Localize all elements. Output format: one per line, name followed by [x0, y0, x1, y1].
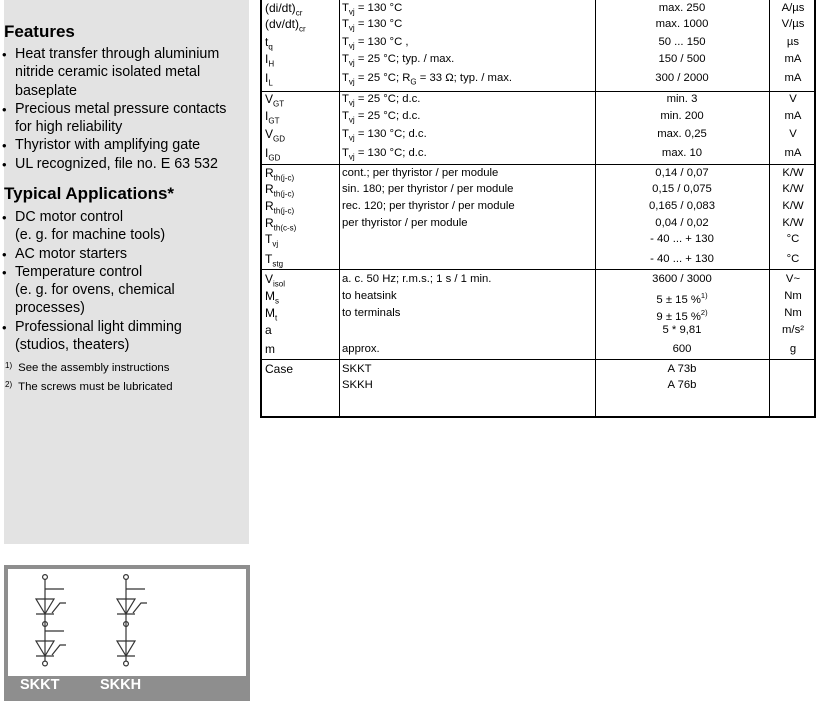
- table-cell-condition: to heatsink: [342, 290, 397, 302]
- table-cell-unit: V: [789, 93, 797, 105]
- table-cell-symbol: a: [265, 323, 272, 337]
- table-cell-condition: to terminals: [342, 307, 401, 319]
- feature-item: • UL recognized, file no. E 63 532: [0, 155, 226, 173]
- table-cell-symbol: $I_{GD}$: [265, 146, 281, 163]
- table-cell-symbol: $V_{isol}$: [265, 272, 286, 289]
- features-list: [0, 45, 226, 173]
- table-cell-condition: per thyristor / per module: [342, 217, 468, 229]
- table-cell-unit: mA: [784, 72, 802, 84]
- table-cell-value: 0,04 / 0,02: [655, 217, 709, 229]
- feature-item: • Heat transfer through aluminium nitride ceramic isolated metal baseplate: [0, 45, 226, 100]
- table-cell-symbol: $R_{th(c-s)}$: [265, 216, 297, 233]
- table-cell-condition: $T_{vj} = 25$ °C; $R_G = 33$ Ω; typ. / max.: [342, 72, 513, 87]
- table-cell-unit: °C: [786, 253, 800, 265]
- table-cell-value: 9 ± 15 %$^{2)}$: [656, 308, 708, 323]
- table-cell-symbol: $(di/dt)_{cr}$: [265, 1, 303, 18]
- table-cell-value: min. 200: [660, 110, 704, 122]
- table-cell-value: 0,14 / 0,07: [655, 167, 709, 179]
- table-cell-symbol: $(dv/dt)_{cr}$: [265, 17, 306, 34]
- table-cell-value: 0,15 / 0,075: [652, 183, 712, 195]
- footnote-1: $^{1)}$ See the assembly instructions: [5, 361, 170, 374]
- table-cell-condition: $T_{vj} = 130$ °C: [342, 2, 403, 17]
- table-cell-symbol: $I_H$: [265, 52, 275, 69]
- table-cell-value: A 76b: [667, 379, 697, 391]
- table-cell-condition: $T_{vj} = 25$ °C; typ. / max.: [342, 53, 455, 68]
- table-cell-condition: $T_{vj} = 25$ °C; d.c.: [342, 110, 421, 125]
- schematic-label-skkh: SKKH: [100, 677, 142, 693]
- table-cell-value: 5 ± 15 %$^{1)}$: [656, 291, 708, 306]
- table-cell-value: 50 ... 150: [658, 36, 706, 48]
- table-cell-condition: SKKT: [342, 363, 372, 375]
- table-cell-value: max. 250: [658, 2, 706, 14]
- applications-list: [0, 208, 182, 354]
- characteristics-table: [260, 0, 816, 418]
- table-cell-value: max. 10: [661, 147, 703, 159]
- table-cell-unit: V~: [785, 273, 801, 285]
- table-cell-unit: g: [789, 343, 797, 355]
- table-cell-symbol: $I_L$: [265, 71, 273, 88]
- applications-heading: Typical Applications*: [4, 184, 175, 203]
- table-cell-unit: Nm: [784, 290, 802, 302]
- application-item: • Professional light dimming (studios, theaters): [0, 318, 182, 355]
- table-cell-symbol: $R_{th(j-c)}$: [265, 166, 295, 183]
- schematic-label-skkt: SKKT: [20, 677, 60, 693]
- table-cell-value: 300 / 2000: [655, 72, 709, 84]
- application-item: • AC motor starters: [0, 245, 182, 263]
- table-cell-condition: $T_{vj} = 130$ °C ,: [342, 36, 409, 51]
- feature-item: • Thyristor with amplifying gate: [0, 136, 226, 154]
- table-cell-value: - 40 ... + 130: [650, 253, 714, 265]
- table-cell-value: A 73b: [667, 363, 697, 375]
- table-cell-condition: sin. 180; per thyristor / per module: [342, 183, 514, 195]
- table-cell-unit: K/W: [782, 217, 804, 229]
- table-cell-symbol: $t_q$: [265, 35, 273, 52]
- table-cell-condition: cont.; per thyristor / per module: [342, 167, 499, 179]
- table-cell-unit: V: [789, 128, 797, 140]
- table-cell-unit: µs: [786, 36, 800, 48]
- circuit-schematic: [4, 565, 250, 701]
- table-cell-unit: K/W: [782, 200, 804, 212]
- table-cell-value: 150 / 500: [658, 53, 706, 65]
- application-item: • DC motor control (e. g. for machine tools): [0, 208, 182, 245]
- table-cell-value: min. 3: [666, 93, 698, 105]
- table-cell-value: max. 1000: [655, 18, 709, 30]
- table-cell-unit: °C: [786, 233, 800, 245]
- table-cell-condition: $T_{vj} = 25$ °C; d.c.: [342, 93, 421, 108]
- table-cell-condition: a. c. 50 Hz; r.m.s.; 1 s / 1 min.: [342, 273, 492, 285]
- table-cell-condition: $T_{vj} = 130$ °C: [342, 18, 403, 33]
- table-cell-symbol: $R_{th(j-c)}$: [265, 182, 295, 199]
- table-cell-condition: $T_{vj} = 130$ °C; d.c.: [342, 128, 427, 143]
- table-cell-symbol: $V_{GT}$: [265, 92, 285, 109]
- table-cell-value: 3600 / 3000: [652, 273, 712, 285]
- table-cell-symbol: $T_{vj}$: [265, 232, 279, 249]
- table-cell-unit: mA: [784, 53, 802, 65]
- table-cell-symbol: $M_t$: [265, 306, 278, 323]
- table-cell-symbol: $R_{th(j-c)}$: [265, 199, 295, 216]
- table-cell-symbol: $V_{GD}$: [265, 127, 286, 144]
- table-cell-value: - 40 ... + 130: [650, 233, 714, 245]
- footnote-2: $^{2)}$ The screws must be lubricated: [5, 380, 173, 393]
- table-cell-symbol: $T_{stg}$: [265, 252, 284, 269]
- table-cell-symbol: Case: [265, 362, 294, 376]
- table-cell-value: 600: [672, 343, 692, 355]
- table-cell-unit: mA: [784, 110, 802, 122]
- table-cell-unit: A/µs: [781, 2, 805, 14]
- table-cell-unit: Nm: [784, 307, 802, 319]
- table-cell-condition: rec. 120; per thyristor / per module: [342, 200, 515, 212]
- skkh-symbol: [117, 575, 147, 666]
- table-cell-condition: SKKH: [342, 379, 373, 391]
- table-cell-unit: K/W: [782, 167, 804, 179]
- table-cell-condition: approx.: [342, 343, 380, 355]
- table-cell-value: 0,165 / 0,083: [649, 200, 715, 212]
- features-heading: Features: [4, 22, 75, 41]
- table-cell-symbol: $M_s$: [265, 289, 279, 306]
- table-cell-unit: mA: [784, 147, 802, 159]
- thyristor-diagram: [8, 569, 246, 676]
- table-cell-unit: m/s²: [782, 324, 804, 336]
- table-cell-unit: K/W: [782, 183, 804, 195]
- table-cell-value: 5 * 9,81: [662, 324, 702, 336]
- feature-item: • Precious metal pressure contacts for high reliability: [0, 100, 226, 137]
- table-cell-condition: $T_{vj} = 130$ °C; d.c.: [342, 147, 427, 162]
- skkt-symbol: [36, 575, 66, 666]
- table-cell-symbol: $I_{GT}$: [265, 109, 280, 126]
- table-cell-value: max. 0,25: [657, 128, 707, 140]
- application-item: • Temperature control (e. g. for ovens, chemical processes): [0, 263, 182, 318]
- table-cell-unit: V/µs: [781, 18, 805, 30]
- table-cell-symbol: m: [265, 342, 275, 356]
